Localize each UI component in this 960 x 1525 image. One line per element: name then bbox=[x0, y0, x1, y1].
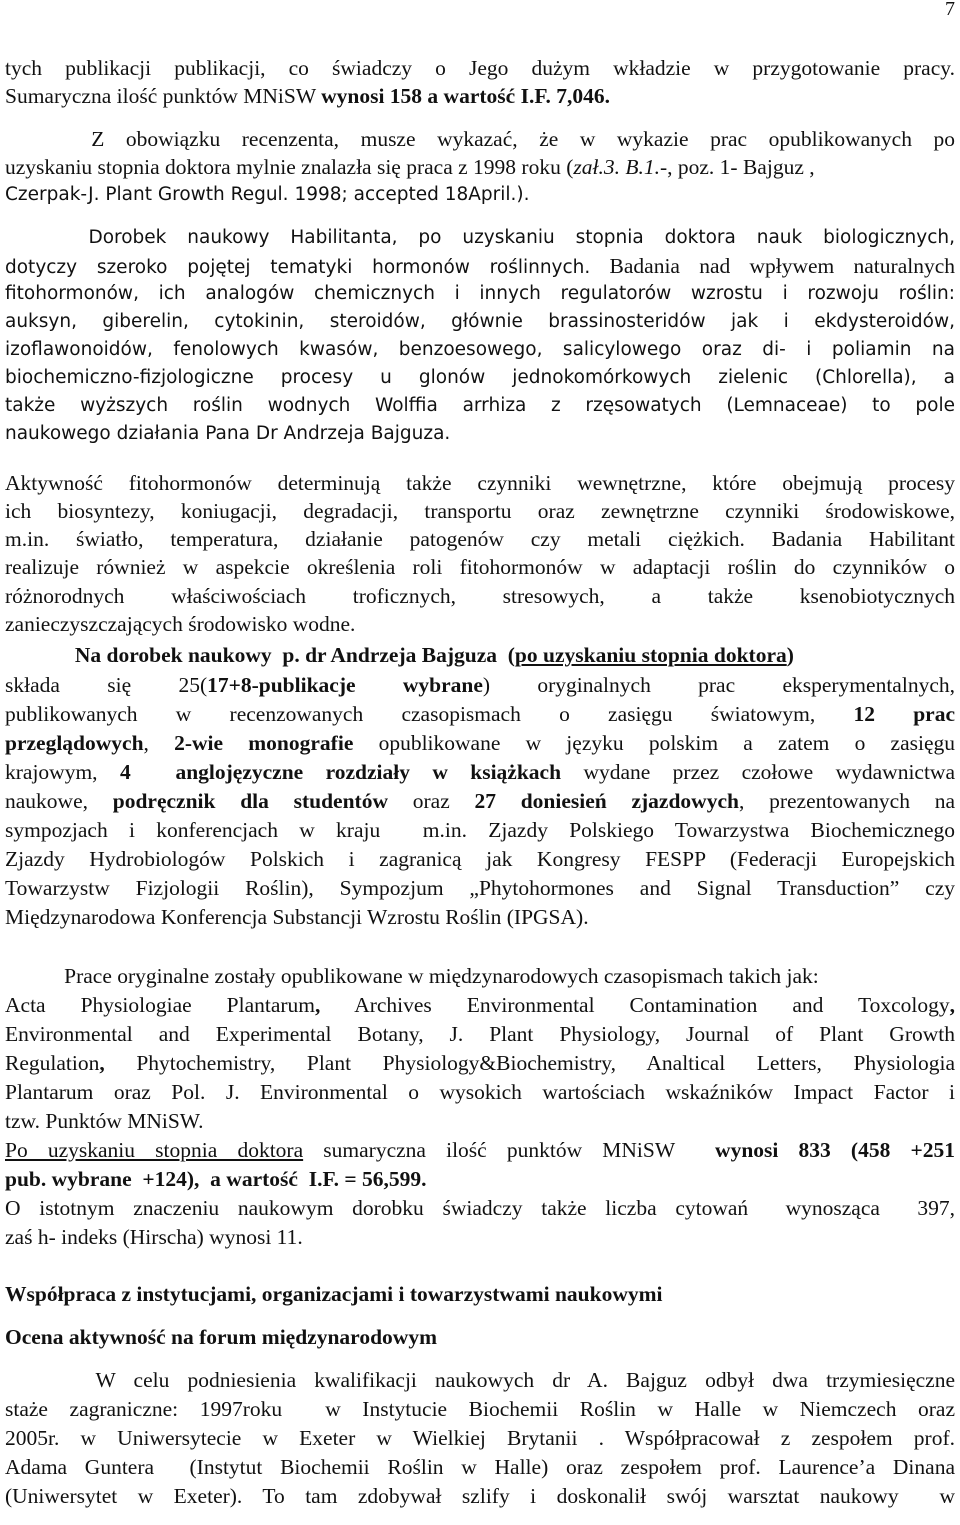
text-line-l14: Aktywność fitohormonów determinują także czynniki wewnętrzne, które obejmują procesy bbox=[5, 471, 955, 495]
text-line-l38: O istotnym znaczeniu naukowym dorobku świadczy także liczba cytowań wynosząca 397, bbox=[5, 1196, 955, 1220]
text-line-l44: 2005r. w Uniwersytecie w Exeter w Wielkiej Brytanii . Współpracował z zespołem prof. bbox=[5, 1426, 955, 1450]
text-line-l26: sympozjach i konferencjach w kraju m.in. Zjazdy Polskiego Towarzystwa Biochemicznego bbox=[5, 818, 955, 842]
text-line-l28: Towarzystw Fizjologii Roślin), Sympozjum „Phytohormones and Signal Transduction” czy bbox=[5, 876, 955, 900]
text-line-l06: Dorobek naukowy Habilitanta, po uzyskaniu stopnia doktora nauk biologicznych, bbox=[5, 227, 955, 248]
text-line-l31: Acta Physiologiae Plantarum, Archives Environmental Contamination and Toxcology, bbox=[5, 993, 955, 1017]
text-line-l18: różnorodnych właściwościach troficznych, stresowych, a także ksenobiotycznych bbox=[5, 584, 955, 608]
text-line-l35: tzw. Punktów MNiSW. bbox=[5, 1109, 204, 1133]
text-line-l08: fitohormonów, ich analogów chemicznych i innych regulatorów wzrostu i rozwoju roślin: bbox=[5, 283, 955, 304]
text-line-l32: Environmental and Experimental Botany, J. Plant Physiology, Journal of Plant Growth bbox=[5, 1022, 955, 1046]
text-line-l24: krajowym, 4 anglojęzyczne rozdziały w książkach wydane przez czołowe wydawnictwa bbox=[5, 760, 956, 784]
text-line-l03: Z obowiązku recenzenta, musze wykazać, że w wykazie prac opublikowanych po bbox=[5, 127, 955, 151]
text-line-l25: naukowe, podręcznik dla studentów oraz 27 doniesień zjazdowych, prezentowanych na bbox=[5, 789, 955, 813]
text-line-l05: Czerpak-J. Plant Growth Regul. 1998; accepted 18April.). bbox=[5, 184, 530, 205]
text-line-l45: Adama Guntera (Instytut Biochemii Roślin w Halle) oraz zespołem prof. Laurence’a Dinana bbox=[5, 1455, 955, 1479]
text-line-l37: pub. wybrane +124), a wartość I.F. = 56,599. bbox=[5, 1167, 427, 1191]
text-line-l16: m.in. światło, temperatura, działanie patogenów czy metali ciężkich. Badania Habilitant bbox=[5, 527, 955, 551]
text-line-l11: biochemiczno-fizjologiczne procesy u glonów jednokomórkowych zielenic (Chlorella), a bbox=[5, 367, 955, 388]
text-line-l34: Plantarum oraz Pol. J. Environmental o wysokich wartościach wskaźników Impact Factor i bbox=[5, 1080, 955, 1104]
text-line-l40: Współpraca z instytucjami, organizacjami i towarzystwami naukowymi bbox=[5, 1282, 663, 1306]
text-line-l22: publikowanych w recenzowanych czasopismach o zasięgu światowym, 12 prac bbox=[5, 702, 956, 726]
text-line-l02: Sumaryczna ilość punktów MNiSW wynosi 158 a wartość I.F. 7,046. bbox=[5, 84, 610, 108]
text-line-l36: Po uzyskaniu stopnia doktora sumaryczna ilość punktów MNiSW wynosi 833 (458 +251 bbox=[5, 1138, 955, 1162]
text-line-l41: Ocena aktywność na forum międzynarodowym bbox=[5, 1325, 437, 1349]
text-line-l46: (Uniwersytet w Exeter). To tam zdobywał szlify i doskonalił swój warsztat naukowy w bbox=[5, 1484, 955, 1508]
text-line-l13: naukowego działania Pana Dr Andrzeja Bajguza. bbox=[5, 423, 451, 444]
text-line-l07: dotyczy szeroko pojętej tematyki hormonów roślinnych. Badania nad wpływem naturalnych bbox=[5, 254, 956, 278]
text-line-l21: składa się 25(17+8-publikacje wybrane) oryginalnych prac eksperymentalnych, bbox=[5, 673, 955, 697]
text-line-l30: Prace oryginalne zostały opublikowane w międzynarodowych czasopismach takich jak: bbox=[5, 964, 819, 988]
text-line-l27: Zjazdy Hydrobiologów Polskich i zagranicą jak Kongresy FESPP (Federacji Europejskich bbox=[5, 847, 955, 871]
text-line-l17: realizuje również w aspekcie określenia roli fitohormonów w adaptacji roślin do czynników o bbox=[5, 555, 955, 579]
text-line-l04: uzyskaniu stopnia doktora mylnie znalazła się praca z 1998 roku (zał.3. B.1.-, poz. 1- Bajguz , bbox=[5, 155, 815, 179]
text-line-l33: Regulation, Phytochemistry, Plant Physiology&Biochemistry, Analtical Letters, Physiologia bbox=[5, 1051, 955, 1075]
text-line-l15: ich biosyntezy, koniugacji, degradacji, transportu oraz zewnętrzne czynniki środowiskowe, bbox=[5, 499, 955, 523]
text-line-l23: przeglądowych, 2-wie monografie opublikowane w języku polskim a zatem o zasięgu bbox=[5, 731, 955, 755]
text-line-l09: auksyn, giberelin, cytokinin, steroidów, głównie brassinosteridów jak i ekdysteroidów, bbox=[5, 311, 955, 332]
text-line-l29: Międzynarodowa Konferencja Substancji Wzrostu Roślin (IPGSA). bbox=[5, 905, 589, 929]
text-line-l39: zaś h- indeks (Hirscha) wynosi 11. bbox=[5, 1225, 303, 1249]
text-line-l01: tych publikacji publikacji, co świadczy o Jego dużym wkładzie w przygotowanie pracy. bbox=[5, 56, 955, 80]
text-line-l10: izoflawonoidów, fenolowych kwasów, benzoesowego, salicylowego oraz di- i poliamin na bbox=[5, 339, 955, 360]
text-line-l19: zanieczyszczających środowisko wodne. bbox=[5, 612, 356, 636]
text-line-l20: Na dorobek naukowy p. dr Andrzeja Bajguza (po uzyskaniu stopnia doktora) bbox=[74, 643, 794, 667]
text-line-l42: W celu podniesienia kwalifikacji naukowych dr A. Bajguz odbył dwa trzymiesięczne bbox=[5, 1368, 955, 1392]
text-line-l43: staże zagraniczne: 1997roku w Instytucie Biochemii Roślin w Halle w Niemczech oraz bbox=[5, 1397, 955, 1421]
text-line-l12: także wyższych roślin wodnych Wolffia arrhiza z rzęsowatych (Lemnaceae) to pole bbox=[5, 395, 955, 416]
page-number: 7 bbox=[945, 0, 955, 20]
